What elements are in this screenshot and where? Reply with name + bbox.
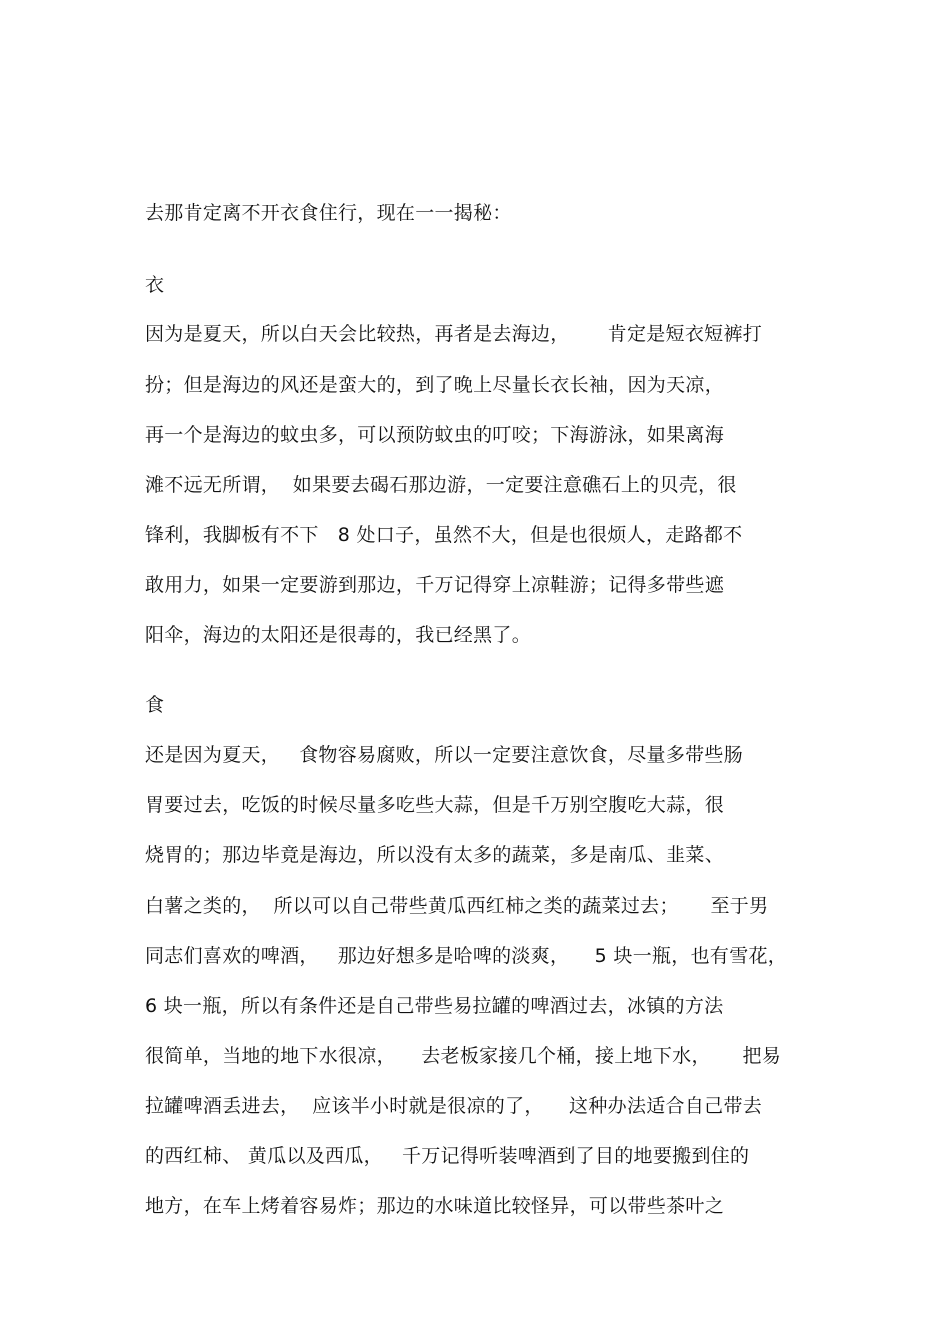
food-paragraph-line: 还是因为夏天， 食物容易腐败，所以一定要注意饮食，尽量多带些肠 bbox=[145, 744, 744, 766]
food-paragraph-line: 地方，在车上烤着容易炸；那边的水味道比较怪异，可以带些茶叶之 bbox=[145, 1195, 725, 1217]
clothing-paragraph-line: 锋利，我脚板有不下 8 处口子，虽然不大，但是也很烦人，走路都不 bbox=[145, 524, 743, 546]
clothing-paragraph-line: 扮；但是海边的风还是蛮大的，到了晚上尽量长衣长袖，因为天凉， bbox=[145, 374, 725, 396]
food-paragraph-line: 的西红柿、 黄瓜以及西瓜， 千万记得听装啤酒到了目的地要搬到住的 bbox=[145, 1145, 750, 1167]
clothing-paragraph-line: 敢用力，如果一定要游到那边，千万记得穿上凉鞋游；记得多带些遮 bbox=[145, 574, 725, 596]
clothing-paragraph-line: 滩不远无所谓， 如果要去碣石那边游，一定要注意礁石上的贝壳，很 bbox=[145, 474, 737, 496]
intro-text: 去那肯定离不开衣食住行，现在一一揭秘： bbox=[145, 202, 512, 224]
clothing-paragraph-line: 因为是夏天，所以白天会比较热，再者是去海边， 肯定是短衣短裤打 bbox=[145, 323, 763, 345]
food-paragraph-line: 很简单，当地的地下水很凉， 去老板家接几个桶，接上地下水， 把易 bbox=[145, 1045, 782, 1067]
food-paragraph-line: 拉罐啤酒丢进去， 应该半小时就是很凉的了， 这种办法适合自己带去 bbox=[145, 1095, 763, 1117]
food-paragraph-line: 胃要过去，吃饭的时候尽量多吃些大蒜，但是千万别空腹吃大蒜，很 bbox=[145, 794, 725, 816]
food-heading: 食 bbox=[145, 694, 165, 716]
food-paragraph-line: 烧胃的；那边毕竟是海边，所以没有太多的蔬菜，多是南瓜、韭菜、 bbox=[145, 844, 725, 866]
food-paragraph-line: 白薯之类的， 所以可以自己带些黄瓜西红柿之类的蔬菜过去； 至于男 bbox=[145, 895, 769, 917]
clothing-heading: 衣 bbox=[145, 274, 165, 296]
food-paragraph-line: 同志们喜欢的啤酒， 那边好想多是哈啤的淡爽， 5 块一瓶，也有雪花， bbox=[145, 945, 788, 967]
food-paragraph-line: 6 块一瓶，所以有条件还是自己带些易拉罐的啤酒过去，冰镇的方法 bbox=[145, 995, 724, 1017]
clothing-paragraph-line: 阳伞，海边的太阳还是很毒的，我已经黑了。 bbox=[145, 624, 532, 646]
clothing-paragraph-line: 再一个是海边的蚊虫多，可以预防蚊虫的叮咬；下海游泳，如果离海 bbox=[145, 424, 725, 446]
